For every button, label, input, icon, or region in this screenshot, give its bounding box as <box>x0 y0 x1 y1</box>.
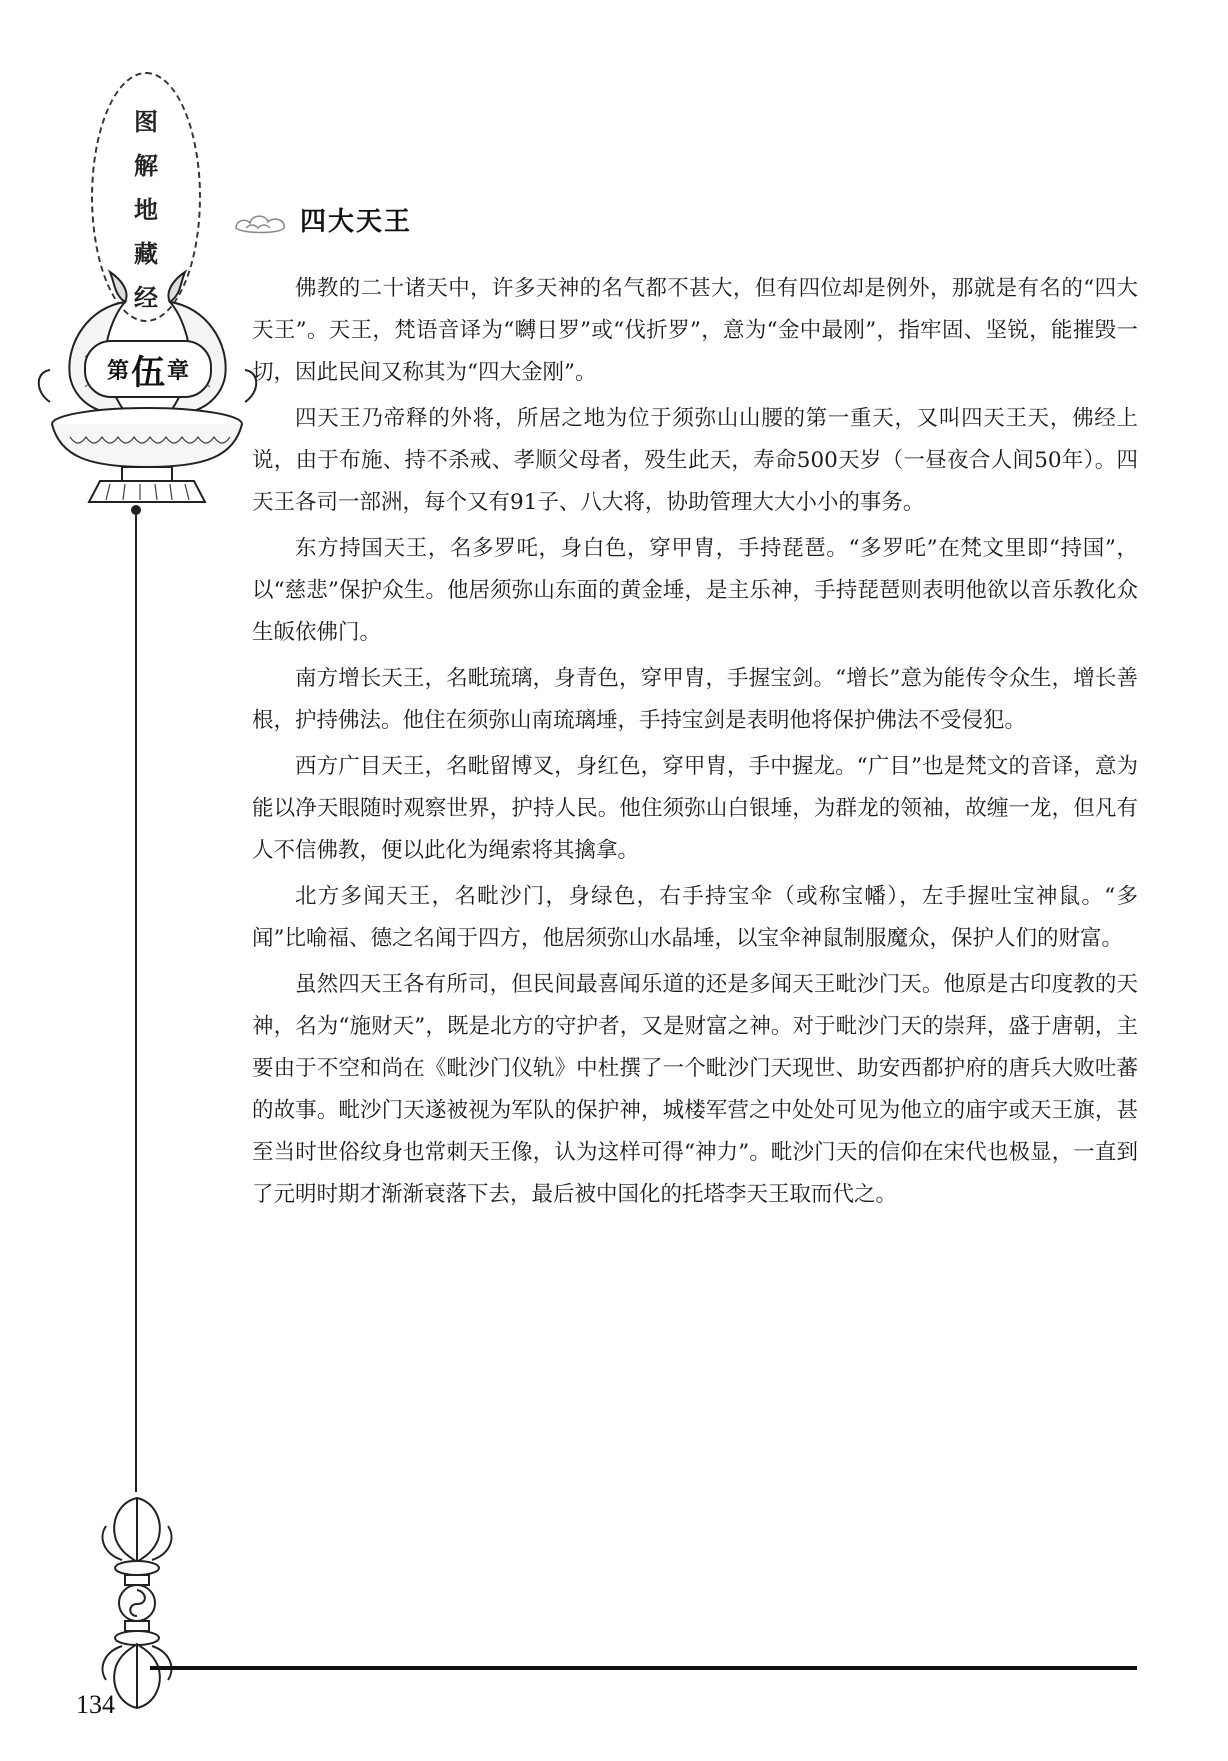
book-title-char: 解 <box>134 152 158 180</box>
chapter-numeral: 伍 <box>131 352 165 393</box>
page-number: 134 <box>76 1690 115 1719</box>
section-title: 四大天王 <box>300 207 413 237</box>
paragraph: 东方持国天王，名多罗吒，身白色，穿甲胄，手持琵琶。“多罗吒”在梵文里即“持国”，以“慈悲”保护众生。他居须弥山东面的黄金埵，是主乐神，手持琵琶则表明他欲以音乐教化众生皈依佛门。 <box>252 536 1138 645</box>
vajra-icon <box>92 1492 182 1714</box>
paragraph: 北方多闻天王，名毗沙门，身绿色，右手持宝伞（或称宝幡），左手握吐宝神鼠。“多闻”比喻福、德之名闻于四方，他居须弥山水晶埵，以宝伞神鼠制服魔众，保护人们的财富。 <box>252 884 1138 951</box>
book-title-char: 经 <box>134 284 158 312</box>
margin-vertical-line <box>135 510 137 1492</box>
paragraph: 虽然四天王各有所司，但民间最喜闻乐道的还是多闻天王毗沙门天。他原是古印度教的天神，名为“施财天”，既是北方的守护者，又是财富之神。对于毗沙门天的崇拜，盛于唐朝，主要由于不空和尚在《毗沙门仪轨》中杜撰了一个毗沙门天现世、助安西都护府的唐兵大败吐蕃的故事。毗沙门天遂被视为军队的保护神，城楼军营之中处处可见为他立的庙宇或天王旗，甚至当时世俗纹身也常刺天王像，认为这样可得“神力”。毗沙门天的信仰在宋代也极显，一直到了元明时期才渐渐衰落下去，最后被中国化的托塔李天王取而代之。 <box>252 972 1138 1207</box>
paragraph: 西方广目天王，名毗留博叉，身红色，穿甲胄，手中握龙。“广目”也是梵文的音译，意为能以净天眼随时观察世界，护持人民。他住须弥山白银埵，为群龙的领袖，故缠一龙，但凡有人不信佛教，便以此化为绳索将其擒拿。 <box>252 754 1138 863</box>
book-title-char: 藏 <box>134 240 158 268</box>
cloud-ornament-icon <box>232 208 290 238</box>
paragraph: 南方增长天王，名毗琉璃，身青色，穿甲胄，手握宝剑。“增长”意为能传令众生，增长善根，护持佛法。他住在须弥山南琉璃埵，手持宝剑是表明他将保护佛法不受侵犯。 <box>252 666 1138 733</box>
paragraph: 四天王乃帝释的外将，所居之地为位于须弥山山腰的第一重天，又叫四天王天，佛经上说，由于布施、持不杀戒、孝顺父母者，殁生此天，寿命500天岁（一昼夜合人间50年）。四天王各司一部洲，每个又有91子、八大将，协助管理大大小小的事务。 <box>252 406 1138 515</box>
chapter-badge <box>84 340 212 398</box>
book-title-char: 图 <box>134 108 158 136</box>
chapter-suffix: 章 <box>167 358 190 384</box>
article-body <box>252 268 1138 1220</box>
paragraph: 佛教的二十诸天中，许多天神的名气都不甚大，但有四位却是例外，那就是有名的“四大天王”。天王，梵语音译为“嚩日罗”或“伐折罗”，意为“金中最刚”，指牢固、坚锐，能摧毁一切，因此民间又称其为“四大金刚”。 <box>252 276 1138 385</box>
chapter-prefix: 第 <box>106 358 129 384</box>
footer-rule <box>150 1666 1137 1670</box>
book-title-char: 地 <box>134 196 158 224</box>
